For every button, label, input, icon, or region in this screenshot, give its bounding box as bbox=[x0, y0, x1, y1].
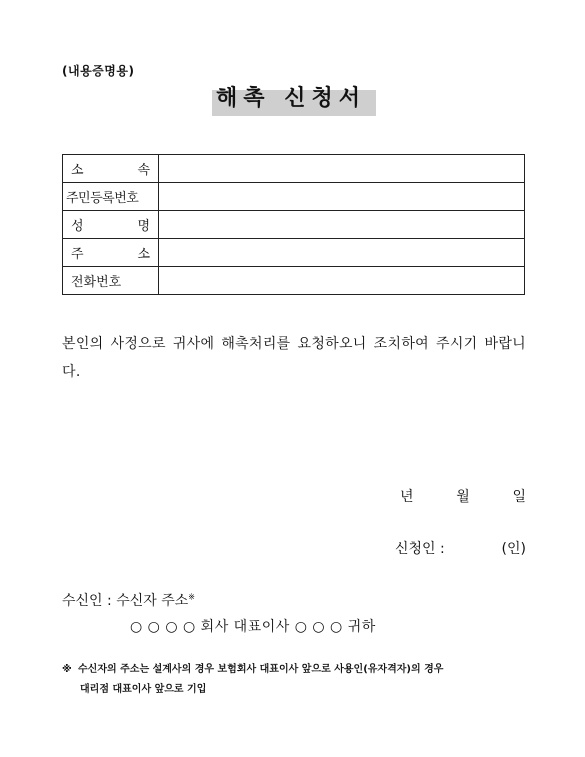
note-line-2: 대리점 대표이사 앞으로 기입 bbox=[80, 684, 207, 695]
row-value-address[interactable] bbox=[159, 239, 525, 267]
recipient-line bbox=[62, 590, 195, 610]
date-day: 일 bbox=[512, 489, 526, 505]
row-value-phone[interactable] bbox=[159, 267, 525, 295]
row-label-phone: 전화번호 bbox=[63, 267, 159, 295]
usage-tag: (내용증명용) bbox=[62, 64, 135, 78]
row-label-name: 성 명 bbox=[63, 211, 159, 239]
addressee-line: ○ ○ ○ ○ 회사 대표이사 ○ ○ ○ 귀하 bbox=[130, 619, 376, 635]
request-body-text: 본인의 사정으로 귀사에 해촉처리를 요청하오니 조치하여 주시기 바랍니다. bbox=[62, 336, 526, 380]
row-value-resident-number[interactable] bbox=[159, 183, 525, 211]
table-row bbox=[63, 183, 525, 211]
note-line-1: 수신자의 주소는 설계사의 경우 보험회사 대표이사 앞으로 사용인(유자격자)의 경우 bbox=[78, 664, 444, 675]
table-row bbox=[63, 211, 525, 239]
date-line bbox=[400, 486, 526, 506]
applicant-info-table bbox=[62, 154, 525, 295]
page-title: 해촉 신청서 bbox=[216, 86, 366, 111]
reference-mark: ※ bbox=[188, 592, 195, 602]
applicant-signature-line bbox=[395, 538, 526, 558]
date-year: 년 bbox=[400, 489, 414, 505]
seal-mark: (인) bbox=[501, 541, 526, 557]
table-row bbox=[63, 239, 525, 267]
row-label-resident-number: 주민등록번호 bbox=[63, 183, 159, 211]
table-row bbox=[63, 267, 525, 295]
title-block bbox=[208, 86, 378, 116]
table-row bbox=[63, 155, 525, 183]
row-label-address: 주 소 bbox=[63, 239, 159, 267]
row-value-affiliation[interactable] bbox=[159, 155, 525, 183]
note-mark: ※ bbox=[62, 664, 72, 675]
date-month: 월 bbox=[456, 489, 470, 505]
applicant-label: 신청인 : bbox=[395, 541, 445, 557]
row-value-name[interactable] bbox=[159, 211, 525, 239]
recipient-label: 수신인 : 수신자 주소 bbox=[62, 593, 189, 609]
footnote bbox=[62, 660, 532, 700]
row-label-affiliation: 소 속 bbox=[63, 155, 159, 183]
